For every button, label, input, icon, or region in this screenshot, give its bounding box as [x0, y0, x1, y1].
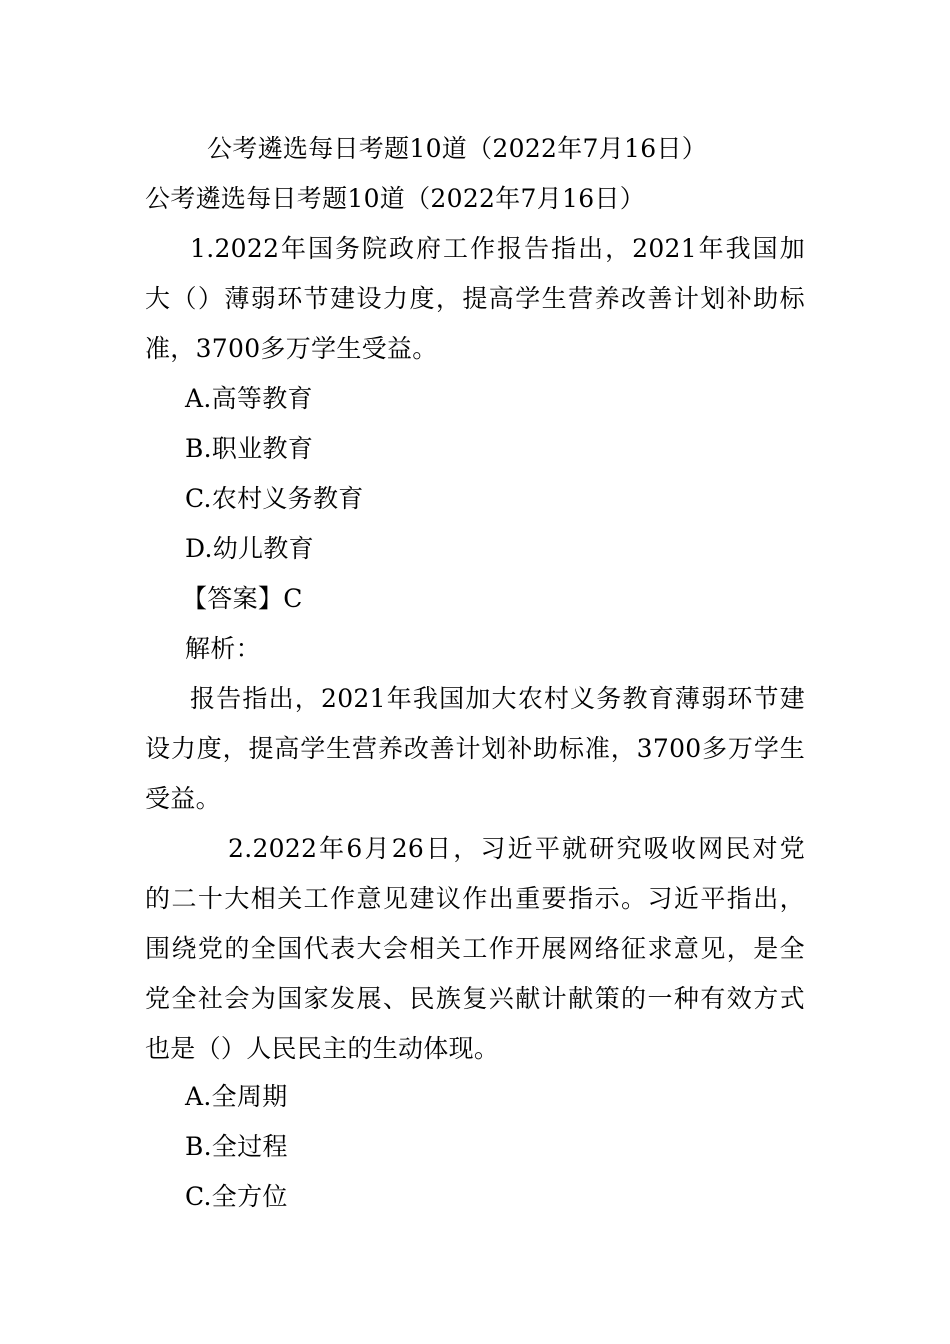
q1-stem-line-2: 大（）薄弱环节建设力度，提高学生营养改善计划补助标 [145, 284, 805, 313]
q2-stem-line-4: 党全社会为国家发展、民族复兴献计献策的一种有效方式 [145, 984, 805, 1013]
q2-stem-line-1: 2.2022年6月26日，习近平就研究吸收网民对党 [228, 834, 805, 863]
q1-analysis-line-2: 设力度，提高学生营养改善计划补助标准，3700多万学生 [145, 734, 805, 763]
q2-stem-line-3: 围绕党的全国代表大会相关工作开展网络征求意见，是全 [145, 934, 805, 963]
q1-option-c: C.农村义务教育 [185, 484, 364, 513]
q1-stem-line-1: 1.2022年国务院政府工作报告指出，2021年我国加 [190, 234, 805, 263]
document-subtitle: 公考遴选每日考题10道（2022年7月16日） [145, 184, 646, 213]
q1-option-b: B.职业教育 [185, 434, 314, 463]
q2-stem-line-2: 的二十大相关工作意见建议作出重要指示。习近平指出， [145, 884, 805, 913]
q2-option-c: C.全方位 [185, 1182, 288, 1211]
q1-option-d: D.幼儿教育 [185, 534, 314, 563]
document-title: 公考遴选每日考题10道（2022年7月16日） [207, 134, 708, 163]
q1-analysis-label: 解析： [185, 634, 261, 663]
q1-stem-line-3: 准，3700多万学生受益。 [145, 334, 438, 363]
q1-answer: 【答案】C [182, 584, 303, 613]
q2-option-a: A.全周期 [185, 1082, 288, 1111]
q1-analysis-line-1: 报告指出，2021年我国加大农村义务教育薄弱环节建 [190, 684, 805, 713]
q2-stem-line-5: 也是（）人民民主的生动体现。 [145, 1034, 500, 1063]
q1-analysis-line-3: 受益。 [145, 784, 221, 813]
q2-option-b: B.全过程 [185, 1132, 288, 1161]
q1-option-a: A.高等教育 [185, 384, 313, 413]
